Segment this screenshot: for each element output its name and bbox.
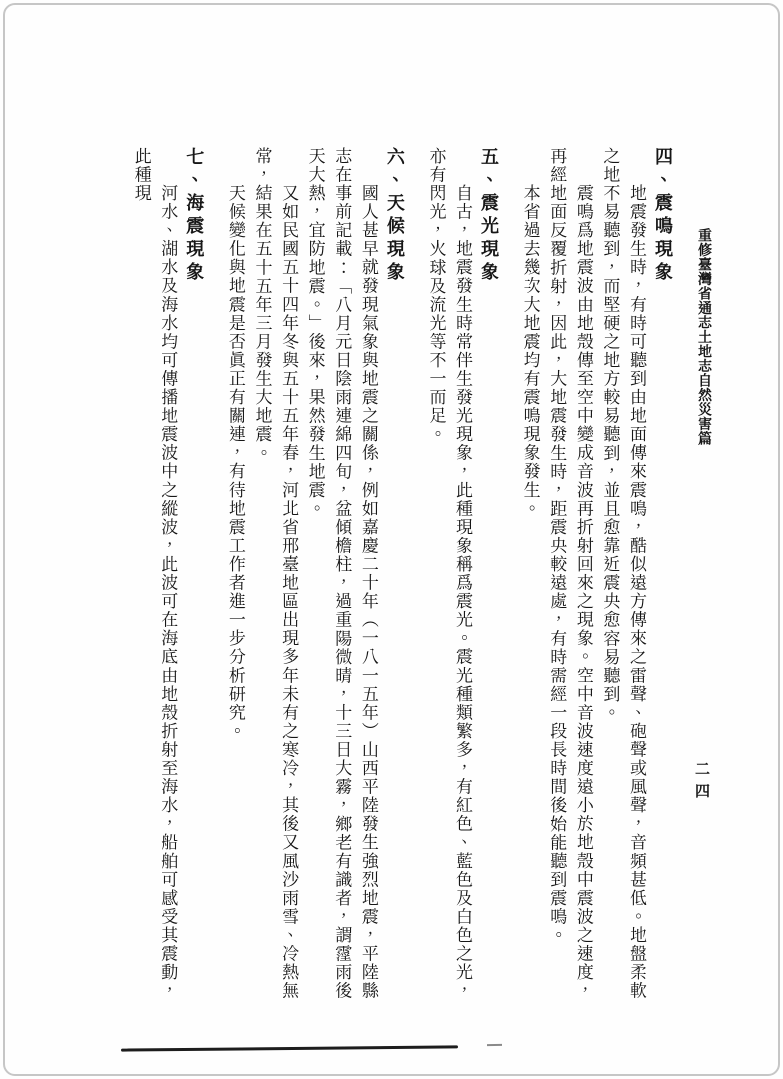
- section-2: [422, 147, 502, 1003]
- paragraph: 國人甚早就發現氣象與地震之關係，例如嘉慶二十年（一八一五年）山西平陸發生強烈地震，平陸縣志在事前記載：「八月元日陰雨連綿四旬，盆傾檐柱，過重陽微晴，十三日大霧，鄉老有識者，謂霪雨後天大熱，宜防地震。」後來，果然發生地震。: [304, 147, 378, 1001]
- page-number: 二四: [693, 761, 711, 805]
- running-title: 重修臺灣省通志土地志自然災害篇: [696, 228, 712, 446]
- paragraph: 震鳴爲地震波由地殼傳至空中變成音波再折射回來之現象。空中音波速度遠小於地殼中震波之速度，再經地面反覆折射，因此，大地震發生時，距震央較遠處，有時需經一段長時間後始能聽到震鳴。: [546, 147, 593, 1001]
- section-heading: 六、天候現象: [383, 147, 405, 285]
- paragraph: 河水、湖水及海水均可傳播地震波中之縱波，此波可在海底由地殼折射至海水，船舶可感受其震動，此種現: [130, 147, 178, 1001]
- section-3: [221, 147, 408, 1003]
- paragraph: 天候變化與地震是否眞正有關連，有待地震工作者進一步分析研究。: [224, 184, 245, 741]
- scan-artifact-line: [121, 1045, 458, 1051]
- section-heading: 五、震光現象: [478, 147, 500, 285]
- section-heading: 七、海震現象: [183, 147, 205, 285]
- section-heading: 四、震鳴現象: [652, 147, 673, 285]
- scan-artifact-dash: [487, 1043, 502, 1045]
- main-text-block: [96, 147, 676, 1003]
- paragraph: 又如民國五十四年冬與五十五年春，河北省邢臺地區出現多年未有之寒冷，其後又風沙雨雪、冷熱無常，結果在五十五年三月發生大地震。: [251, 147, 299, 1001]
- section-4: [127, 147, 207, 1003]
- section-1: [516, 147, 676, 1003]
- paragraph: 自古，地震發生時常伴生發光現象，此種現象稱爲震光。震光種類繁多，有紅色、藍色及白色之光，亦有閃光，火球及流光等不一而足。: [425, 147, 473, 1001]
- paragraph: 地震發生時，有時可聽到由地面傳來震鳴，酷似遠方傳來之雷聲、砲聲或風聲，音頻甚低。地盤柔軟之地不易聽到，而堅硬之地方較易聽到，並且愈靠近震央愈容易聽到。: [599, 147, 646, 1001]
- paragraph: 本省過去幾次大地震均有震鳴現象發生。: [519, 184, 540, 518]
